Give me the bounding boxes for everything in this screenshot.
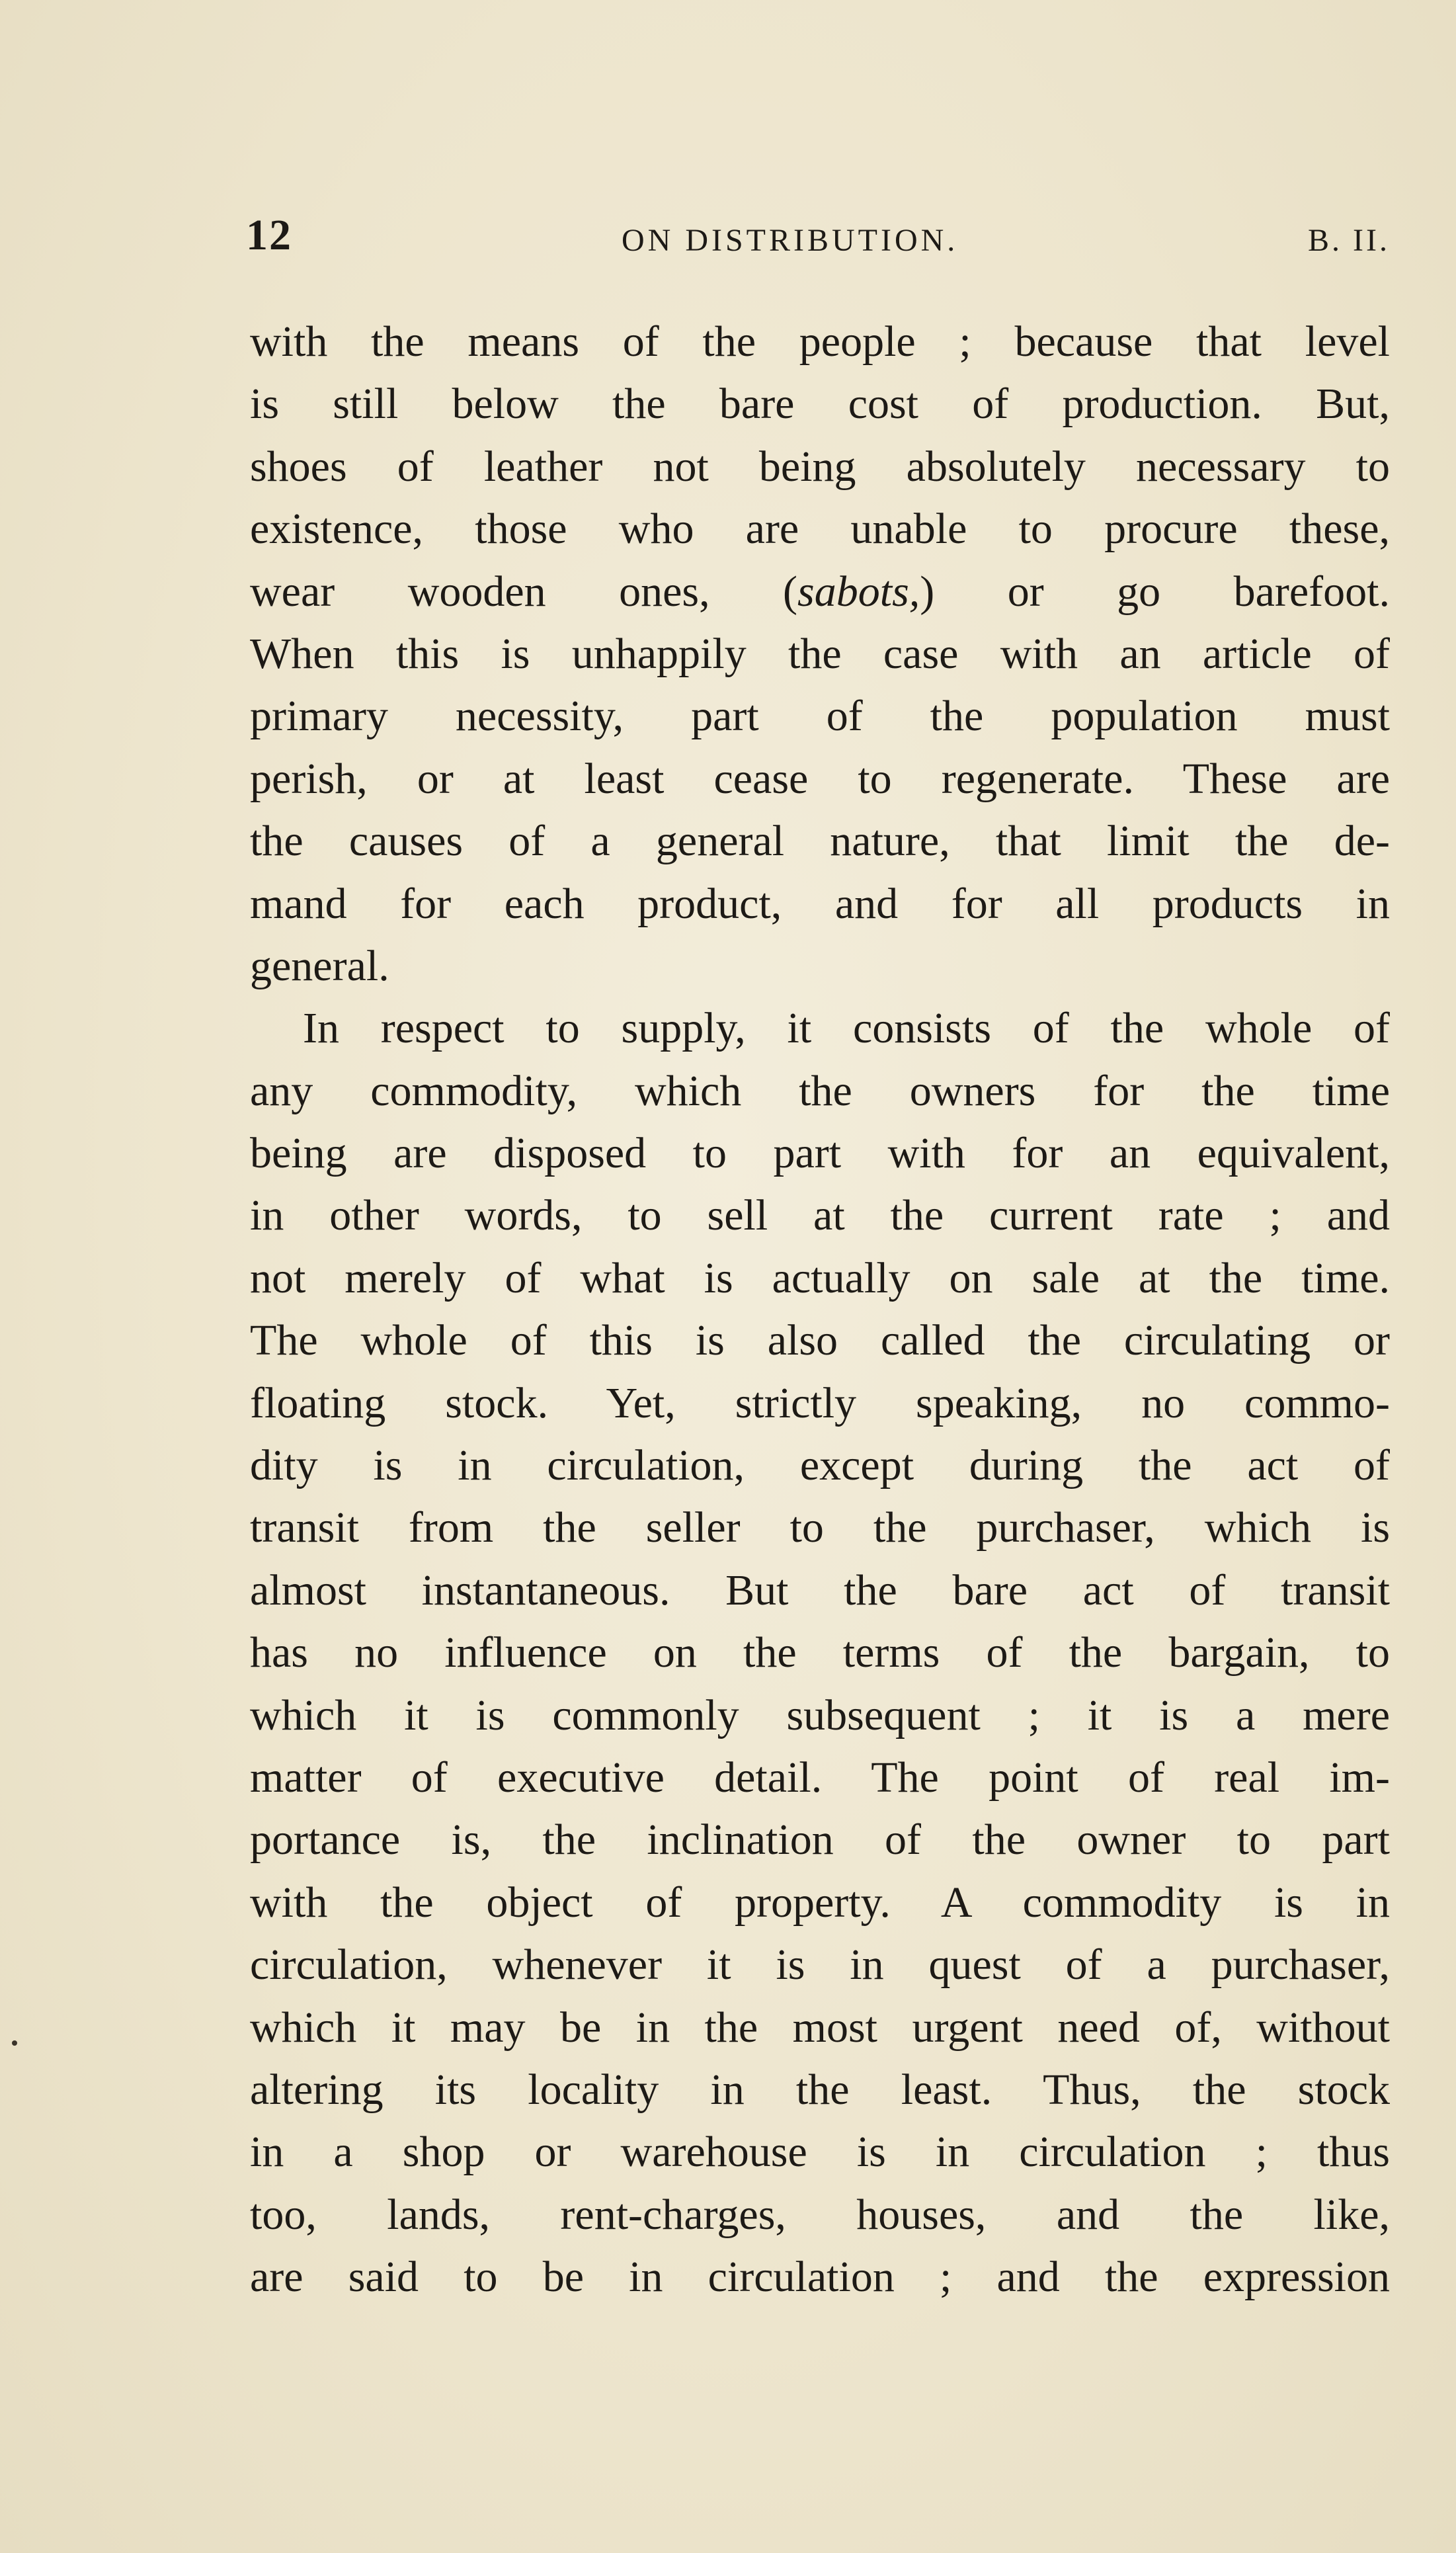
- text-line: The whole of this is also called the circulating or: [250, 1316, 1390, 1365]
- text-line: mand for each product, and for all products in: [250, 879, 1390, 928]
- text-line: In respect to supply, it consists of the whole of: [303, 1004, 1390, 1053]
- text-line: altering its locality in the least. Thus, the stock: [250, 2065, 1390, 2114]
- text-line: in other words, to sell at the current rate ; and: [250, 1191, 1390, 1240]
- text-line: almost instantaneous. But the bare act of transit: [250, 1566, 1390, 1614]
- text-line: matter of executive detail. The point of real im-: [250, 1753, 1390, 1802]
- text-line: circulation, whenever it is in quest of a purchaser,: [250, 1941, 1390, 1989]
- text-line: portance is, the inclination of the owner to part: [250, 1816, 1390, 1864]
- text-line: any commodity, which the owners for the time: [250, 1066, 1390, 1115]
- text-line: has no influence on the terms of the bargain, to: [250, 1628, 1390, 1677]
- paper-speck: [12, 2040, 17, 2046]
- text-line: with the means of the people ; because that level: [250, 317, 1390, 366]
- text-fragment: ) or go barefoot.: [920, 567, 1390, 616]
- text-line: which it may be in the most urgent need of, without: [250, 2003, 1390, 2052]
- text-line: dity is in circulation, except during the act of: [250, 1441, 1390, 1490]
- text-line: in a shop or warehouse is in circulation ; thus: [250, 2128, 1390, 2177]
- page-header: [246, 210, 1390, 276]
- section-mark: B. II.: [1308, 223, 1390, 258]
- text-line: the causes of a general nature, that limit the de-: [250, 817, 1390, 866]
- text-line: existence, those who are unable to procure these,: [250, 505, 1390, 554]
- text-line: are said to be in circulation ; and the expression: [250, 2253, 1390, 2302]
- text-line: shoes of leather not being absolutely necessary to: [250, 442, 1390, 491]
- body-text: [250, 311, 1390, 2309]
- text-line: general.: [250, 941, 389, 990]
- text-line: When this is unhappily the case with an article of: [250, 629, 1390, 678]
- text-line: primary necessity, part of the population must: [250, 692, 1390, 741]
- text-line: which it is commonly subsequent ; it is a mere: [250, 1691, 1390, 1739]
- italic-term: sabots,: [797, 567, 920, 616]
- text-line: not merely of what is actually on sale at the time.: [250, 1253, 1390, 1302]
- running-title: ON DISTRIBUTION.: [622, 223, 959, 258]
- text-line: being are disposed to part with for an equivalent,: [250, 1129, 1390, 1178]
- text-line: transit from the seller to the purchaser, which is: [250, 1503, 1390, 1552]
- text-fragment: wear wooden ones, (: [250, 567, 798, 616]
- text-line: is still below the bare cost of production. But,: [250, 380, 1390, 429]
- text-line: floating stock. Yet, strictly speaking, no commo-: [250, 1378, 1390, 1427]
- text-line: perish, or at least cease to regenerate. These are: [250, 754, 1390, 803]
- page-number: 12: [246, 211, 292, 259]
- text-line: with the object of property. A commodity is in: [250, 1878, 1390, 1927]
- text-line: [250, 561, 1390, 623]
- text-line: too, lands, rent-charges, houses, and the like,: [250, 2190, 1390, 2239]
